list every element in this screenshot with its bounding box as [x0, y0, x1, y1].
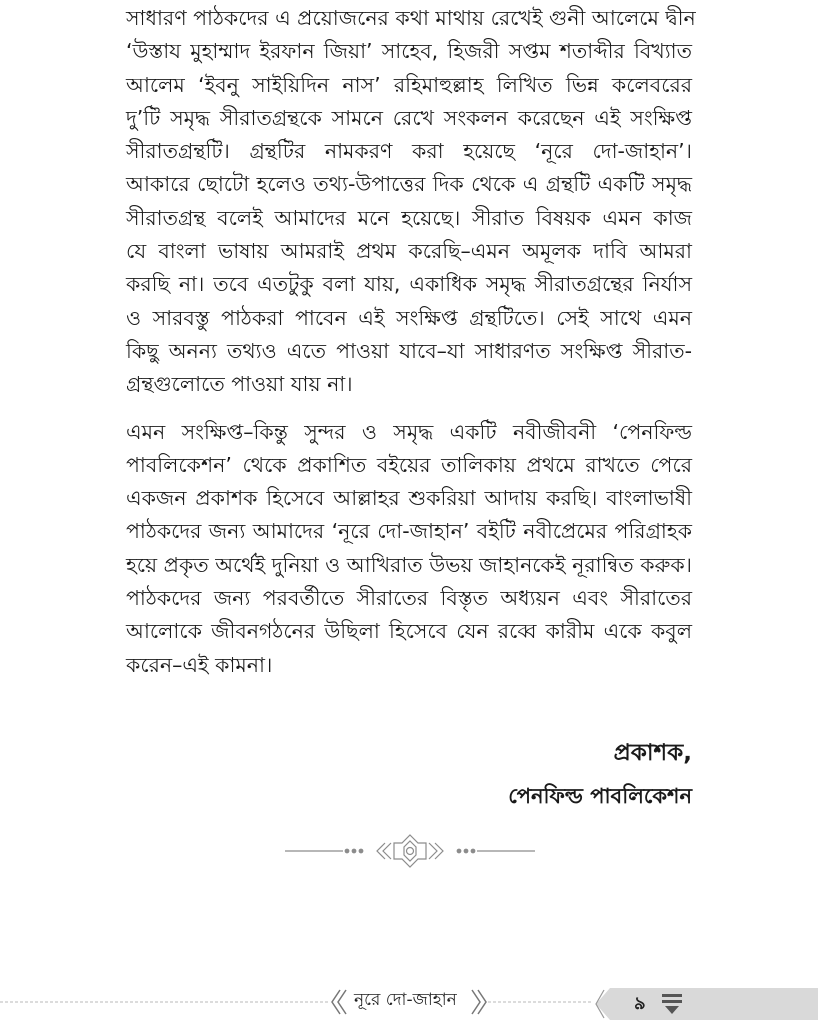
- paragraph-1: [126, 2, 696, 402]
- text-line: সীরাতগ্রন্থ বলেই আমাদের মনে হয়েছে। সীরাত বিষয়ক এমন কাজ: [126, 205, 692, 230]
- paragraph-gap: [126, 402, 692, 416]
- text-line: পাঠকদের জন্য আমাদের ‘নূরে দো-জাহান’ বইটি নবীপ্রেমের পরিগ্রাহক: [126, 519, 692, 544]
- text-line: যে বাংলা ভাষায় আমরাই প্রথম করেছি–এমন অমূলক দাবি আমরা: [126, 239, 692, 264]
- text-line: করছি না। তবে এতটুকু বলা যায়, একাধিক সমৃদ্ধ সীরাতগ্রন্থের নির্যাস: [126, 272, 692, 297]
- text-line: আকারে ছোটো হলেও তথ্য-উপাত্তের দিক থেকে এ গ্রন্থটি একটি সমৃদ্ধ: [126, 172, 692, 197]
- text-line: সীরাতগ্রন্থটি। গ্রন্থটির নামকরণ করা হয়েছে ‘নূরে দো-জাহান’।: [126, 139, 692, 164]
- text-line: একজন প্রকাশক হিসেবে আল্লাহর শুকরিয়া আদায় করছি। বাংলাভাষী: [126, 486, 692, 511]
- text-line: গ্রন্থগুলোতে পাওয়া যায় না।: [126, 372, 353, 397]
- text-line: দু’টি সমৃদ্ধ সীরাতগ্রন্থকে সামনে রেখে সংকলন করেছেন এই সংক্ষিপ্ত: [126, 105, 692, 130]
- paragraph-2: [126, 416, 692, 682]
- text-line: করেন–এই কামনা।: [126, 652, 273, 677]
- text-line: পাবলিকেশন’ থেকে প্রকাশিত বইয়ের তালিকায় প্রথমে রাখতে পেরে: [126, 452, 692, 477]
- text-line: আলেম ‘ইবনু সাইয়িদিন নাস’ রহিমাহুল্লাহ লিখিত ভিন্ন কলেবরের: [126, 72, 692, 97]
- text-line: ‘উস্তায মুহাম্মাদ ইরফান জিয়া’ সাহেব, হিজরী সপ্তম শতাব্দীর বিখ্যাত: [126, 39, 692, 64]
- text-line: আলোকে জীবনগঠনের উছিলা হিসেবে যেন রব্বে কারীম একে কবুল: [126, 619, 692, 644]
- text-line: পাঠকদের জন্য পরবর্তীতে সীরাতের বিস্তৃত অধ্যয়ন এবং সীরাতের: [126, 586, 692, 611]
- text-line: কিছু অনন্য তথ্যও এতে পাওয়া যাবে–যা সাধারণত সংক্ষিপ্ত সীরাত-: [126, 338, 692, 363]
- text-line: সাধারণ পাঠকদের এ প্রয়োজনের কথা মাথায় রেখেই গুনী আলেমে দ্বীন: [126, 6, 696, 30]
- page-body: [126, 2, 696, 682]
- page-number: ৯: [634, 993, 646, 1014]
- footer-book-title: নূরে দো-জাহান: [354, 990, 457, 1010]
- text-line: এমন সংক্ষিপ্ত–কিন্তু সুন্দর ও সমৃদ্ধ একটি নবীজীবনী ‘পেনফিল্ড: [126, 419, 692, 444]
- text-line: হয়ে প্রকৃত অর্থেই দুনিয়া ও আখিরাত উভয় জাহানকেই নূরান্বিত করুক।: [126, 552, 692, 577]
- text-line: ও সারবস্তু পাঠকরা পাবেন এই সংক্ষিপ্ত গ্রন্থটিতে। সেই সাথে এমন: [126, 305, 692, 330]
- signature-organization: পেনফিল্ড পাবলিকেশন: [508, 784, 692, 808]
- signature-title: প্রকাশক,: [613, 740, 692, 766]
- ornament-divider-icon: [285, 833, 535, 869]
